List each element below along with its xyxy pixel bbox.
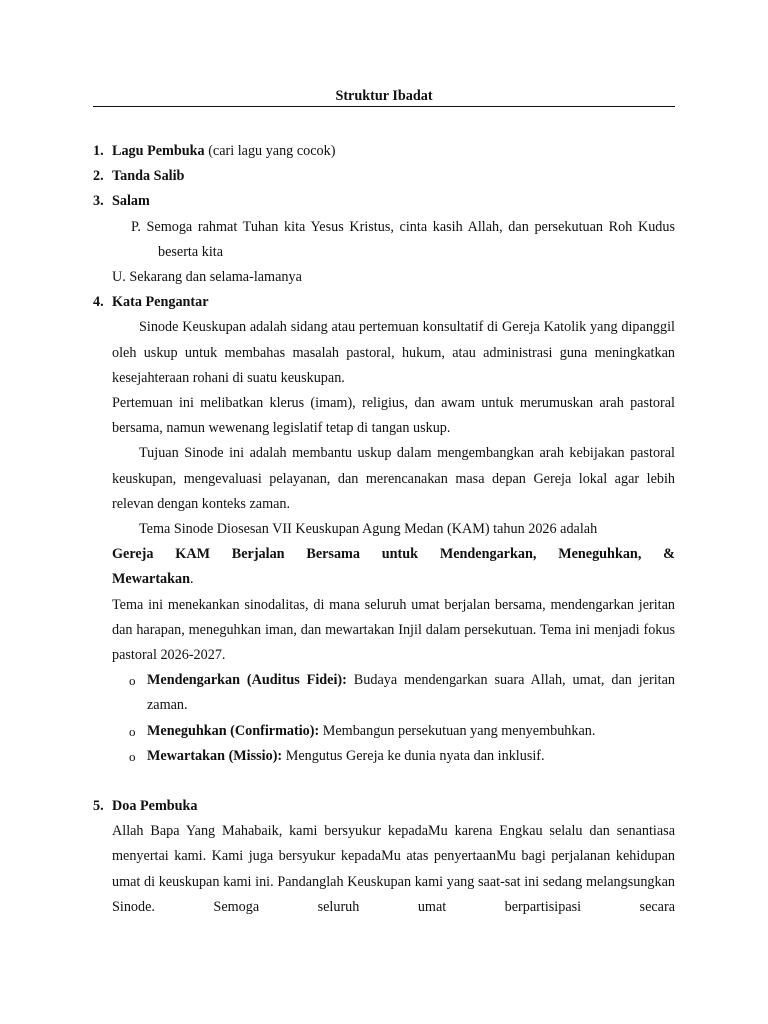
section-note: (cari lagu yang cocok) [204, 143, 336, 159]
section-doa-pembuka [93, 794, 675, 819]
paragraph: Sinode Keuskupan adalah sidang atau pertemuan konsultatif di Gereja Katolik yang dipanggil oleh uskup untuk membahas masalah pastoral, hukum, atau administrasi guna meningkatkan kesejahteraan rohani di suatu keuskupan. [112, 319, 675, 386]
salam-priest-text: P. Semoga rahmat Tuhan kita Yesus Kristus, cinta kasih Allah, dan persekutuan Roh Kudus beserta kita [131, 218, 675, 260]
bullet-item [93, 719, 675, 744]
salam-priest-line [93, 215, 675, 265]
salam-response-line: U. Sekarang dan selama-lamanya [112, 269, 302, 286]
paragraph: Tujuan Sinode ini adalah membantu uskup dalam mengembangkan arah kebijakan pastoral keuskupan, mengevaluasi pelayanan, dan merencanakan masa depan Gereja lokal agar lebih relevan dengan konteks zaman. [112, 445, 675, 512]
document-body [93, 139, 675, 920]
theme-text: Mewartakan [112, 571, 191, 588]
bullet-text: Membangun persekutuan yang menyembuhkan. [319, 722, 596, 739]
bullet-item [93, 668, 675, 718]
bullet-text: Mengutus Gereja ke dunia nyata dan inklusif. [282, 747, 545, 764]
paragraph: Allah Bapa Yang Mahabaik, kami bersyukur kepadaMu karena Engkau selalu dan senantiasa menyertai kami. Kami juga bersyukur kepadaMu atas penyertaanMu bagi perjalanan kehidupan umat di keuskupan kami ini. Pandanglah Keuskupan kami yang saat-sat ini sedang melangsungkan Sinode. Semoga seluruh umat berpartisipasi secara [112, 823, 675, 915]
section-heading: Kata Pengantar [112, 294, 209, 311]
section-heading: Tanda Salib [112, 168, 185, 185]
bullet-term: Mewartakan (Missio): [147, 747, 283, 764]
section-number: 2. [93, 168, 104, 185]
theme-text: Gereja KAM Berjalan Bersama untuk Mendengarkan, Meneguhkan, & [112, 546, 675, 563]
title-underline [93, 106, 675, 107]
section-heading: Doa Pembuka [112, 798, 198, 815]
section-heading: Lagu Pembuka [112, 143, 205, 159]
bullet-mark: o [129, 723, 136, 739]
theme-period: . [190, 571, 194, 588]
paragraph: Tema ini menekankan sinodalitas, di mana seluruh umat berjalan bersama, mendengarkan jeritan dan harapan, meneguhkan iman, dan mewartakan Injil dalam persekutuan. Tema ini menjadi fokus pastoral 2026-2027. [112, 596, 675, 664]
spacer [93, 769, 675, 794]
section-kata-pengantar [93, 290, 675, 315]
section-number: 1. [93, 143, 104, 159]
theme-line-2 [93, 567, 675, 592]
section-salam [93, 189, 675, 214]
bullet-term: Meneguhkan (Confirmatio): [147, 722, 320, 739]
bullet-term: Mendengarkan (Auditus Fidei): [147, 672, 347, 689]
document-title: Struktur Ibadat [335, 88, 433, 104]
section-number: 3. [93, 193, 104, 210]
section-number: 4. [93, 294, 104, 311]
paragraph: Pertemuan ini melibatkan klerus (imam), religius, dan awam untuk merumuskan arah pastoral bersama, namun wewenang legislatif tetap di tangan uskup. [112, 395, 675, 437]
section-number: 5. [93, 798, 104, 815]
paragraph: Tema Sinode Diosesan VII Keuskupan Agung Medan (KAM) tahun 2026 adalah [139, 521, 598, 538]
bullet-text: Budaya mendengarkan suara Allah, umat, dan jeritan zaman. [147, 672, 675, 714]
bullet-item [93, 744, 675, 769]
section-lagu-pembuka [93, 139, 675, 164]
section-tanda-salib [93, 164, 675, 189]
section-heading: Salam [112, 193, 150, 210]
bullet-mark: o [129, 673, 136, 689]
theme-line-1 [93, 542, 675, 567]
bullet-mark: o [129, 748, 136, 764]
